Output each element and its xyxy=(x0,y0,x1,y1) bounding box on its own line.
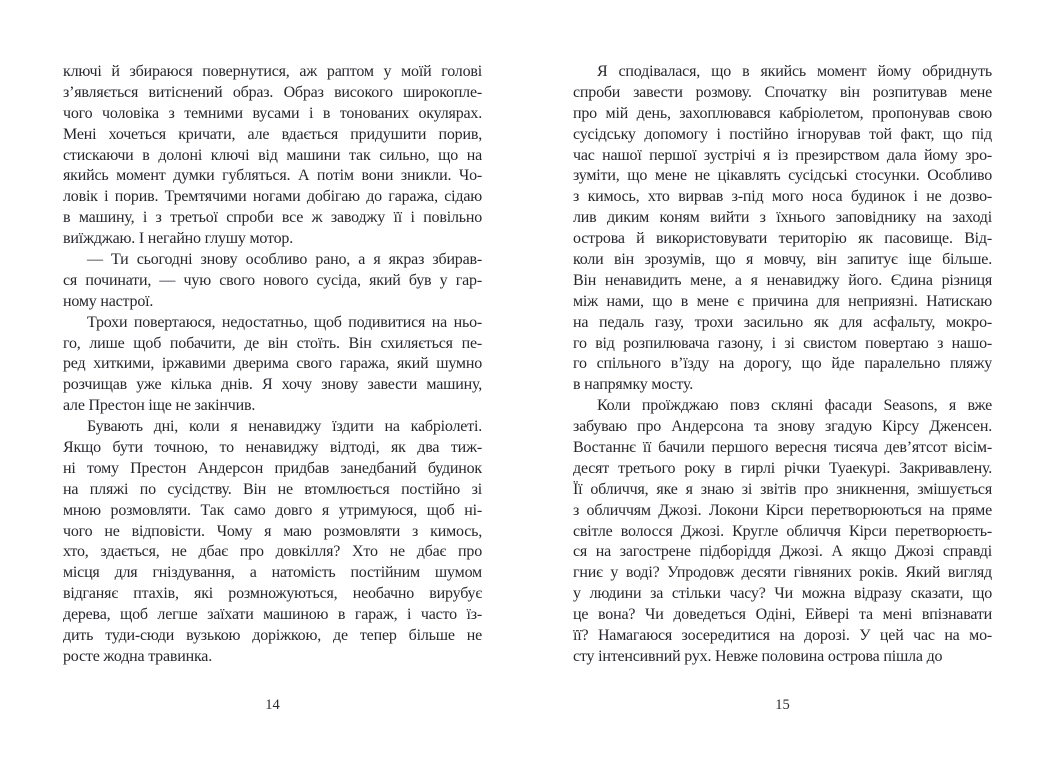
text-line: зуміти, що мене не цікавлять сусідські стосунки. Особливо xyxy=(573,167,992,185)
text-line: ся на загострене підборіддя Джозі. А якщо Джозі справді xyxy=(573,543,992,561)
text-line: ся починати, — чую свого нового сусіда, який був у гар- xyxy=(63,271,482,289)
text-line: виїжджаю. І негайно глушу мотор. xyxy=(63,230,293,248)
text-line: го спільного в’їзду на дорогу, що йде паралельно пляжу xyxy=(573,355,992,373)
text-line: Я сподівалася, що в якийсь момент йому обриднуть xyxy=(597,63,992,80)
text-line: Востаннє її бачили першого вересня тисяча дев’ятсот вісім- xyxy=(573,439,992,457)
text-line: Він ненавидить мене, а я ненавиджу його. Єдина різниця xyxy=(573,271,992,289)
text-line: на педаль газу, трохи засильно як для асфальту, мокро- xyxy=(573,313,992,331)
text-line: Якщо бути точною, то ненавиджу відтоді, як два тиж- xyxy=(63,439,482,457)
text-line: росте жодна травинка. xyxy=(63,647,212,665)
text-line: час нашої першої зустрічі я із презирством дала йому зро- xyxy=(573,146,992,164)
text-line: Її обличчя, яке я знаю зі звітів про зникнення, змішується xyxy=(573,480,992,498)
text-line: стискаючи в долоні ключі від машини так сильно, що на xyxy=(63,146,482,164)
text-line: го від розпилювача газону, і зі свистом повертаю з нашо- xyxy=(573,334,992,352)
paragraph xyxy=(63,250,482,313)
text-line: чого чоловіка з темними вусами і в тонованих окулярах. xyxy=(63,104,482,122)
text-line: з обличчям Джозі. Локони Кірси перетворюються на пряме xyxy=(573,501,992,519)
text-line: Бувають дні, коли я ненавиджу їздити на кабріолеті. xyxy=(87,418,482,436)
text-line: ному настрої. xyxy=(63,292,154,310)
page-right xyxy=(573,0,992,761)
page-right-text-block xyxy=(573,62,992,668)
text-line: го, лише щоб побачити, де він стоїть. Він схиляється пе- xyxy=(63,334,482,352)
paragraph xyxy=(63,62,482,250)
text-line: про мій день, захоплювався кабріолетом, пропонував свою xyxy=(573,104,992,122)
text-line: між нами, що в мене є причина для неприязні. Натискаю xyxy=(573,292,992,310)
text-line: але Престон іще не закінчив. xyxy=(63,397,256,415)
text-line: Мені хочеться кричати, але вдається придушити порив, xyxy=(63,125,482,143)
text-line: це вона? Чи доведеться Одіні, Ейвері та мені впізнавати xyxy=(573,606,992,624)
text-line: сусідську допомогу і постійно ігнорував той факт, що під xyxy=(573,125,992,143)
paragraph xyxy=(573,62,992,396)
text-line: світле волосся Джозі. Кругле обличчя Кірси перетворюєть- xyxy=(573,522,992,540)
text-line: забуваю про Андерсона та знову згадую Кірсу Дженсен. xyxy=(573,418,992,436)
text-line: гниє у воді? Упродовж десяти гівняних років. Який вигляд xyxy=(573,564,992,582)
text-line: в напрямку мосту. xyxy=(573,376,694,394)
text-line: острова й використовувати територію як пасовище. Від- xyxy=(573,230,992,248)
text-line: у людини за стільки часу? Чи можна відразу сказати, що xyxy=(573,585,992,603)
text-line: з кимось, хто вирвав з-під мого носа будинок і не дозво- xyxy=(573,188,992,206)
text-line: мною розмовляти. Так само довго я утримуюся, щоб ні- xyxy=(63,501,482,519)
text-line: лив диким коням вийти з їхнього заповіднику на заході xyxy=(573,209,992,227)
text-line: сту інтенсивний рух. Невже половина острова пішла до xyxy=(573,647,943,665)
text-line: дить туди-сюди вузькою доріжкою, де тепер більше не xyxy=(63,627,482,645)
text-line: на пляжі по сусідству. Він не втомлюється постійно зі xyxy=(63,480,482,498)
page-left xyxy=(63,0,482,761)
page-number-right: 15 xyxy=(775,697,790,713)
page-left-text-block xyxy=(63,62,482,668)
text-line: хто, здається, не дбає про довкілля? Хто не дбає про xyxy=(63,543,482,561)
text-line: ключі й збираюся повернутися, аж раптом у моїй голові xyxy=(63,63,482,80)
text-line: ні тому Престон Андерсон придбав занедбаний будинок xyxy=(63,459,482,477)
paragraph xyxy=(63,417,482,668)
text-line: коли він зрозумів, що я мовчу, він запитує іще більше. xyxy=(573,251,992,269)
text-line: спроби завести розмову. Спочатку він розпитував мене xyxy=(573,83,992,101)
text-line: з’являється витіснений образ. Образ високого широкопле- xyxy=(63,83,482,101)
text-line: чого не відповісти. Чому я маю розмовляти з кимось, xyxy=(63,522,482,540)
text-line: Трохи повертаюся, недостатньо, щоб подивитися на ньо- xyxy=(87,313,482,331)
text-line: десят третього року в гирлі річки Туаекурі. Закривавлену. xyxy=(573,459,992,477)
text-line: Коли проїжджаю повз скляні фасади Seasons, я вже xyxy=(597,397,992,415)
text-line: — Ти сьогодні знову особливо рано, а я якраз збирав- xyxy=(87,251,482,269)
text-line: її? Намагаюся зосередитися на дорозі. У цей час на мо- xyxy=(573,627,992,645)
text-line: якийсь момент думки губляться. А потім вони зникли. Чо- xyxy=(63,167,482,185)
text-line: дерева, щоб легше заїхати машиною в гараж, і часто їз- xyxy=(63,606,482,624)
text-line: ред хиткими, іржавими дверима свого гаража, який шумно xyxy=(63,355,482,373)
paragraph xyxy=(63,313,482,417)
paragraph xyxy=(573,396,992,668)
text-line: відганяє птахів, які розмножуються, необачно вирубує xyxy=(63,585,482,603)
page-number-left: 14 xyxy=(265,697,280,713)
text-line: розчищав уже кілька днів. Я хочу знову завести машину, xyxy=(63,376,482,394)
text-line: ловік і порив. Тремтячими ногами добігаю до гаража, сідаю xyxy=(63,188,482,206)
text-line: місця для гніздування, а натомість постійним шумом xyxy=(63,564,482,582)
text-line: в машину, і з третьої спроби все ж заводжу її і повільно xyxy=(63,209,482,227)
